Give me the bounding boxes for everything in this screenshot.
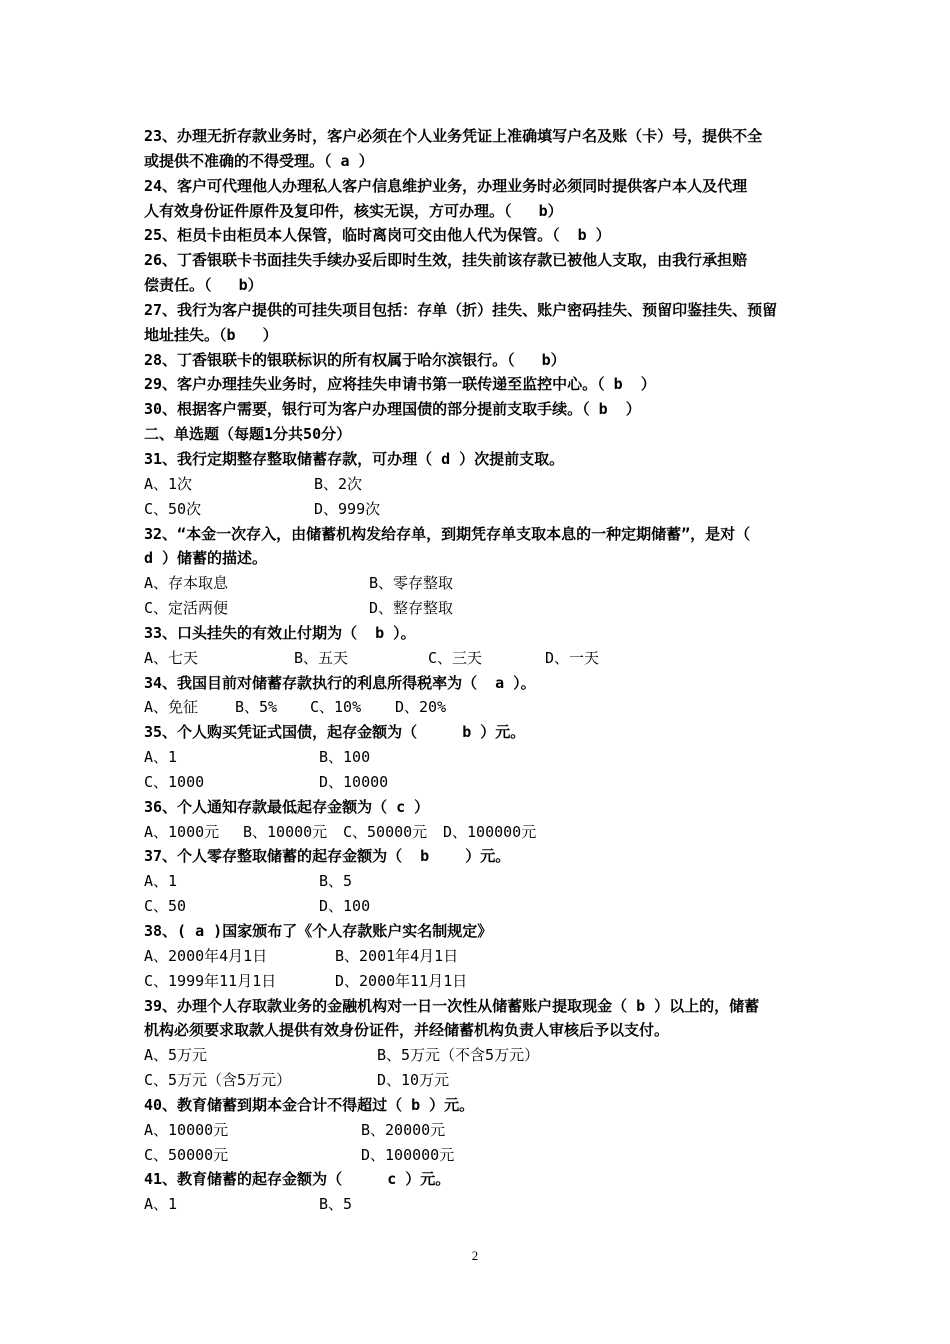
question-text-line: 33、口头挂失的有效止付期为（ b ）。 xyxy=(144,623,416,642)
question-text-line: 偿责任。（ b） xyxy=(144,276,263,295)
question-text-line: 人有效身份证件原件及复印件，核实无误，方可办理。（ b） xyxy=(144,201,563,220)
question-text-line: 32、“本金一次存入，由储蓄机构发给存单，到期凭存单支取本息的一种定期储蓄”，是对（ xyxy=(144,524,751,543)
answer-options-row xyxy=(144,770,812,795)
answer-option: B、2001年4月1日 xyxy=(335,946,459,965)
answer-option: A、存本取息 xyxy=(144,574,229,593)
document-body xyxy=(144,124,812,1217)
answer-option: A、1次 xyxy=(144,474,193,493)
answer-option: B、100 xyxy=(319,748,371,767)
answer-option: C、定活两便 xyxy=(144,599,229,618)
question-text-line: 23、办理无折存款业务时，客户必须在个人业务凭证上准确填写户名及账（卡）号，提供不全 xyxy=(144,127,763,145)
question-text-line: 38、( a )国家颁布了《个人存款账户实名制规定》 xyxy=(144,922,493,940)
answer-option: C、50000元 xyxy=(144,1145,229,1164)
answer-option: B、5 xyxy=(319,1195,353,1214)
question-text-line: 39、办理个人存取款业务的金融机构对一日一次性从储蓄账户提取现金（ b ）以上的，储蓄 xyxy=(144,996,760,1015)
answer-option: D、20% xyxy=(395,698,447,717)
answer-options-row xyxy=(144,745,812,770)
question-text-line: 41、教育储蓄的起存金额为（ c ）元。 xyxy=(144,1170,451,1189)
answer-option: A、七天 xyxy=(144,648,199,667)
answer-option: A、1 xyxy=(144,1195,178,1214)
answer-option: A、5万元 xyxy=(144,1046,208,1065)
answer-options-row xyxy=(144,472,812,497)
answer-options-row xyxy=(144,944,812,969)
answer-option: C、1999年11月1日 xyxy=(144,971,277,990)
question-text-line: 35、个人购买凭证式国债，起存金额为（ b ）元。 xyxy=(144,723,526,742)
question-text-line: 或提供不准确的不得受理。（ a ） xyxy=(144,151,374,170)
answer-option: D、整存整取 xyxy=(369,599,454,618)
question-text-line: 34、我国目前对储蓄存款执行的利息所得税率为（ a ）。 xyxy=(144,673,536,692)
question-text-line: 机构必须要求取款人提供有效身份证件，并经储蓄机构负责人审核后予以支付。 xyxy=(144,1021,670,1040)
answer-option: D、100000元 xyxy=(361,1145,455,1164)
answer-options-row xyxy=(144,1192,812,1217)
answer-option: C、50 xyxy=(144,897,187,916)
answer-option: B、零存整取 xyxy=(369,574,454,593)
answer-option: B、5万元（不含5万元） xyxy=(377,1046,540,1065)
question-text-line: 26、丁香银联卡书面挂失手续办妥后即时生效，挂失前该存款已被他人支取，由我行承担赔 xyxy=(144,251,748,270)
answer-options-row xyxy=(144,1118,812,1143)
answer-options-row xyxy=(144,596,812,621)
question-text-line: 24、客户可代理他人办理私人客户信息维护业务，办理业务时必须同时提供客户本人及代理 xyxy=(144,176,748,195)
answer-option: A、10000元 xyxy=(144,1120,229,1139)
answer-options-row xyxy=(144,497,812,522)
answer-option: D、一天 xyxy=(545,648,600,667)
answer-option: C、1000 xyxy=(144,772,205,791)
question-text-line: 37、个人零存整取储蓄的起存金额为（ b ）元。 xyxy=(144,847,511,866)
answer-option: D、2000年11月1日 xyxy=(335,971,468,990)
question-text-line: 28、丁香银联卡的银联标识的所有权属于哈尔滨银行。（ b） xyxy=(144,350,566,369)
question-text-line: 地址挂失。（b ） xyxy=(144,325,278,344)
answer-options-row xyxy=(144,571,812,596)
answer-option: B、5 xyxy=(319,872,353,891)
answer-option: D、10000 xyxy=(319,772,389,791)
answer-option: D、100000元 xyxy=(443,822,537,841)
question-text-line: 36、个人通知存款最低起存金额为（ c ） xyxy=(144,797,430,816)
answer-option: A、免征 xyxy=(144,698,199,717)
answer-option: B、五天 xyxy=(294,648,349,667)
answer-option: C、50000元 xyxy=(343,822,428,841)
answer-options-row xyxy=(144,1068,812,1093)
page-number: 2 xyxy=(471,1248,479,1263)
answer-option: B、2次 xyxy=(314,474,363,493)
question-text-line: 40、教育储蓄到期本金合计不得超过（ b ）元。 xyxy=(144,1095,475,1114)
answer-option: B、10000元 xyxy=(243,822,328,841)
answer-options-row xyxy=(144,1143,812,1168)
question-text-line: 二、单选题（每题1分共50分） xyxy=(144,425,352,444)
answer-option: A、1 xyxy=(144,872,178,891)
answer-options-row xyxy=(144,1043,812,1068)
question-text-line: 30、根据客户需要，银行可为客户办理国债的部分提前支取手续。（ b ） xyxy=(144,400,641,419)
answer-option: D、999次 xyxy=(314,499,381,518)
answer-option: B、5% xyxy=(235,698,278,717)
answer-options-row xyxy=(144,969,812,994)
question-text-line: 27、我行为客户提供的可挂失项目包括：存单（折）挂失、账户密码挂失、预留印鉴挂失、预留 xyxy=(144,300,778,319)
answer-option: D、100 xyxy=(319,897,371,916)
question-text-line: 31、我行定期整存整取储蓄存款，可办理（ d ）次提前支取。 xyxy=(144,449,565,468)
answer-options-row xyxy=(144,646,812,671)
question-text-line: 29、客户办理挂失业务时，应将挂失申请书第一联传递至监控中心。（ b ） xyxy=(144,375,656,394)
answer-options-row xyxy=(144,820,812,845)
answer-option: C、10% xyxy=(310,698,362,717)
question-text-line: 25、柜员卡由柜员本人保管，临时离岗可交由他人代为保管。（ b ） xyxy=(144,226,611,245)
answer-option: C、5万元（含5万元） xyxy=(144,1071,292,1090)
answer-option: A、1000元 xyxy=(144,822,220,841)
answer-options-row xyxy=(144,894,812,919)
question-text-line: d ）储蓄的描述。 xyxy=(144,549,268,568)
answer-options-row xyxy=(144,869,812,894)
answer-option: B、20000元 xyxy=(361,1120,446,1139)
answer-option: C、50次 xyxy=(144,499,202,518)
answer-option: A、1 xyxy=(144,748,178,767)
answer-option: D、10万元 xyxy=(377,1071,450,1090)
answer-option: A、2000年4月1日 xyxy=(144,946,268,965)
answer-options-row xyxy=(144,695,812,720)
answer-option: C、三天 xyxy=(428,648,483,667)
